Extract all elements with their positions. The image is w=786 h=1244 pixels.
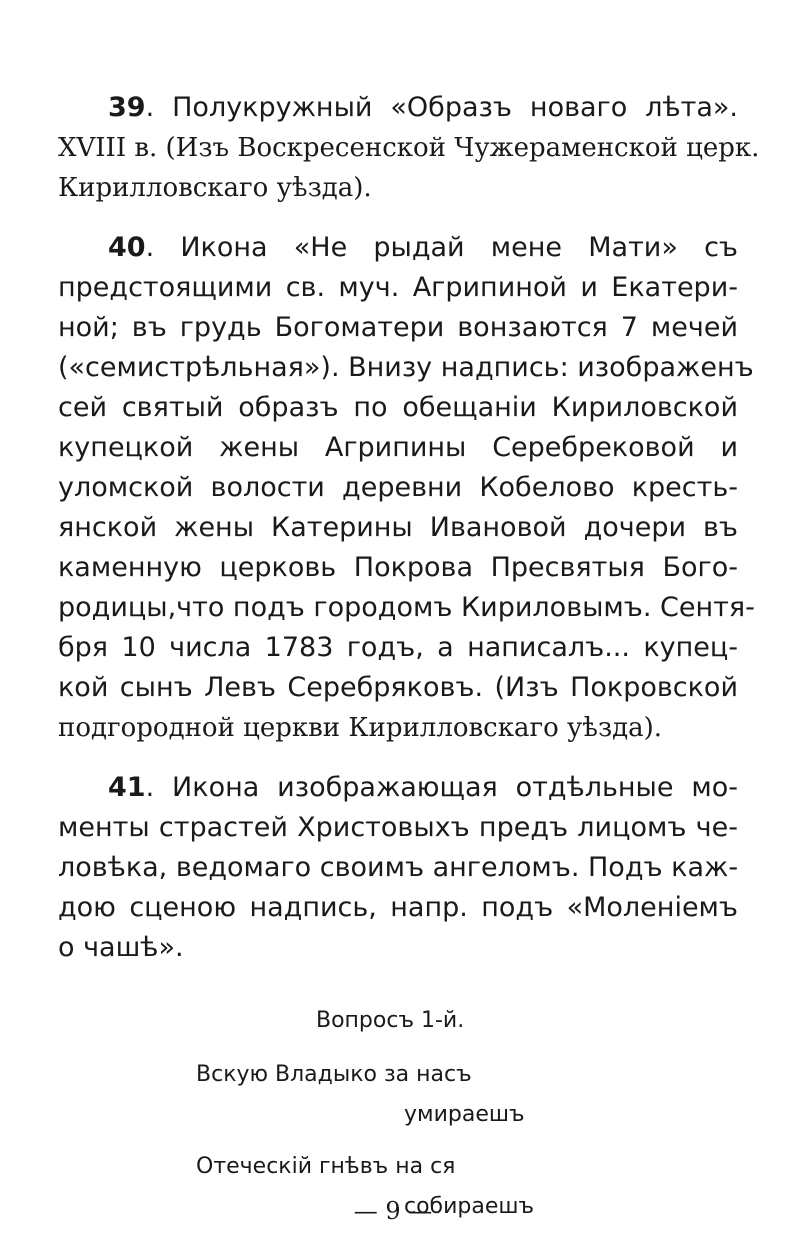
entry-41-number: 41 (108, 772, 146, 803)
entry-40-line-12: кой сынъ Левъ Серебряковъ. (Изъ Покровской (58, 672, 738, 703)
entry-40-line-3: ной; въ грудь Богоматери вонзаются 7 мечей (58, 312, 738, 343)
entry-39-line-3: Кирилловскаго уѣзда). (58, 173, 372, 203)
entry-39-line-1: 39. Полукружный «Образъ новаго лѣта». (108, 92, 738, 123)
entry-40-line-9: каменную церковь Покрова Пресвятыя Бого- (58, 552, 738, 583)
entry-39-number: 39 (108, 92, 146, 123)
entry-40-line-6: купецкой жены Агрипины Серебрековой и (58, 432, 738, 463)
entry-40-line-1: 40. Икона «Не рыдай мене Мати» съ (108, 232, 738, 263)
verse-line-4: собираешъ (404, 1194, 535, 1219)
verse-line-1: Вскую Владыко за насъ (196, 1062, 472, 1087)
entry-40-line-5: сей святый образъ по обещанiи Кириловской (58, 392, 738, 423)
entry-41-line-1: 41. Икона изображающая отдѣльные мо- (108, 772, 738, 803)
entry-40-line-4: («семистрѣльная»). Внизу надпись: изображенъ (58, 352, 754, 383)
entry-40-number: 40 (108, 232, 146, 263)
entry-40-line-8: янской жены Катерины Ивановой дочери въ (58, 512, 738, 543)
entry-40-line-11: бря 10 числа 1783 годъ, а написалъ... купец- (58, 632, 738, 663)
entry-41-line-2: менты страстей Христовыхъ предъ лицомъ че- (58, 812, 738, 843)
entry-40-line-7: уломской волости деревни Кобелово кресть- (58, 472, 738, 503)
page-number: — 9 — (353, 1197, 433, 1225)
entry-41-line-4: дою сценою надпись, напр. подъ «Моленiемъ (58, 892, 738, 923)
entry-41-line-5: о чашѣ». (58, 932, 184, 963)
entry-40-line-2: предстоящими св. муч. Агрипиной и Екатери- (58, 272, 738, 303)
entry-40-line-13: подгородной церкви Кирилловскаго уѣзда). (58, 713, 663, 743)
entry-40-line-10: родицы,что подъ городомъ Кириловымъ. Сентя- (58, 592, 755, 623)
verse-line-2: умираешъ (404, 1102, 525, 1127)
verse-heading: Вопросъ 1-й. (316, 1008, 465, 1033)
entry-39-line-2: XVIII в. (Изъ Воскресенской Чужераменской церк. (58, 133, 760, 163)
verse-line-3: Отеческiй гнѣвъ на ся (196, 1154, 456, 1179)
entry-41-line-3: ловѣка, ведомаго своимъ ангеломъ. Подъ каж- (58, 852, 739, 883)
